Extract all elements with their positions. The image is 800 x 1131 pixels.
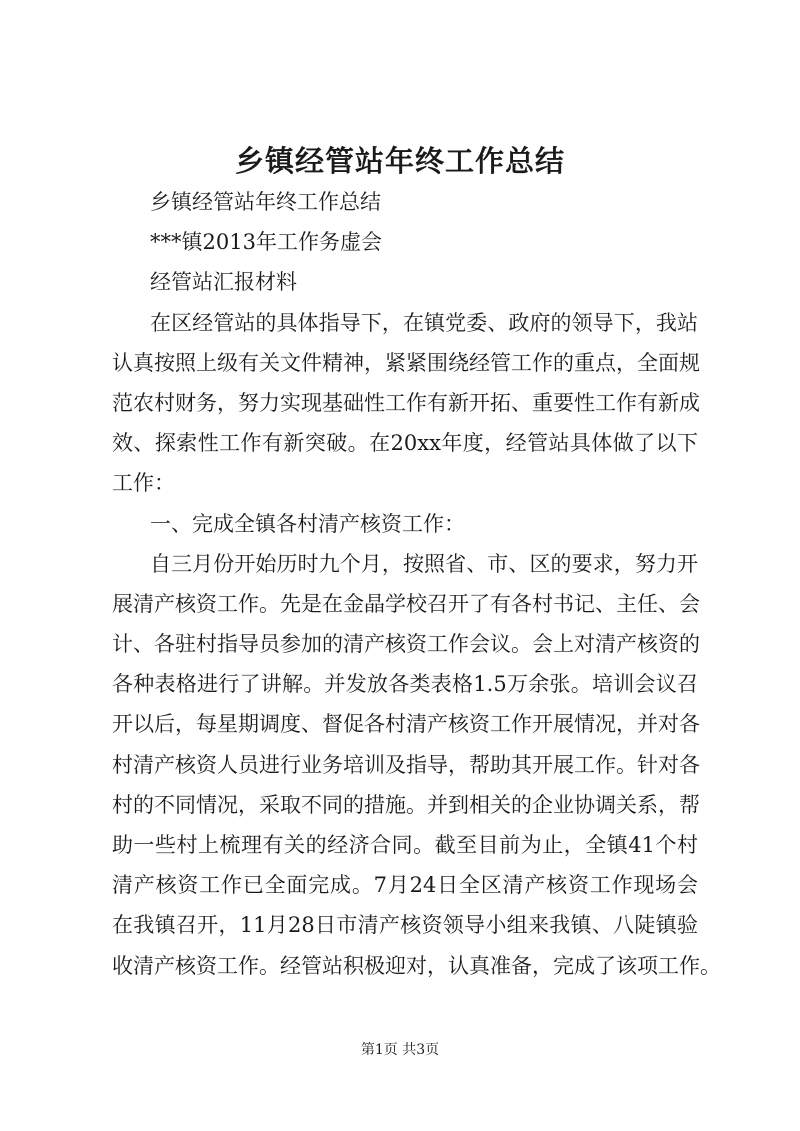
paragraph-line: 工作： — [112, 471, 175, 496]
document-body — [112, 182, 721, 986]
paragraph-line: 清产核资工作已全面完成。7月24日全区清产核资工作现场会 — [112, 873, 698, 898]
paragraph-line: 展清产核资工作。先是在金晶学校召开了有各村书记、主任、会 — [112, 591, 700, 616]
meeting-line: ***镇2013年工作务虚会 — [150, 230, 382, 255]
paragraph-line: 开以后，每星期调度、督促各村清产核资工作开展情况，并对各 — [112, 712, 700, 737]
paragraph-line: 助一些村上梳理有关的经济合同。截至目前为止，全镇41个村 — [112, 833, 698, 857]
paragraph-line: 在我镇召开，11月28日市清产核资领导小组来我镇、八陡镇验 — [112, 913, 698, 938]
paragraph-line: 范农村财务，努力实现基础性工作有新开拓、重要性工作有新成 — [112, 390, 700, 415]
paragraph-line: 自三月份开始历时九个月，按照省、市、区的要求，努力开 — [150, 551, 698, 576]
paragraph-line: 各种表格进行了讲解。并发放各类表格1.5万余张。培训会议召 — [112, 672, 698, 697]
paragraph-line: 村的不同情况，采取不同的措施。并到相关的企业协调关系，帮 — [112, 792, 700, 817]
paragraph-line: 认真按照上级有关文件精神，紧紧围绕经管工作的重点，全面规 — [112, 350, 700, 375]
report-line: 经管站汇报材料 — [150, 270, 297, 295]
document-title: 乡镇经管站年终工作总结 — [234, 144, 565, 178]
paragraph-line: 计、各驻村指导员参加的清产核资工作会议。会上对清产核资的 — [112, 632, 700, 657]
paragraph-line: 村清产核资人员进行业务培训及指导，帮助其开展工作。针对各 — [112, 752, 700, 777]
paragraph-line: 在区经管站的具体指导下，在镇党委、政府的领导下，我站 — [150, 310, 698, 335]
subtitle-line: 乡镇经管站年终工作总结 — [150, 190, 381, 214]
section-heading: 一、完成全镇各村清产核资工作： — [150, 511, 465, 536]
page-number: 第1页 共3页 — [360, 1042, 440, 1058]
paragraph-line: 效、探索性工作有新突破。在20xx年度，经管站具体做了以下 — [112, 431, 698, 456]
paragraph-line: 收清产核资工作。经管站积极迎对，认真准备，完成了该项工作。 — [112, 953, 721, 978]
